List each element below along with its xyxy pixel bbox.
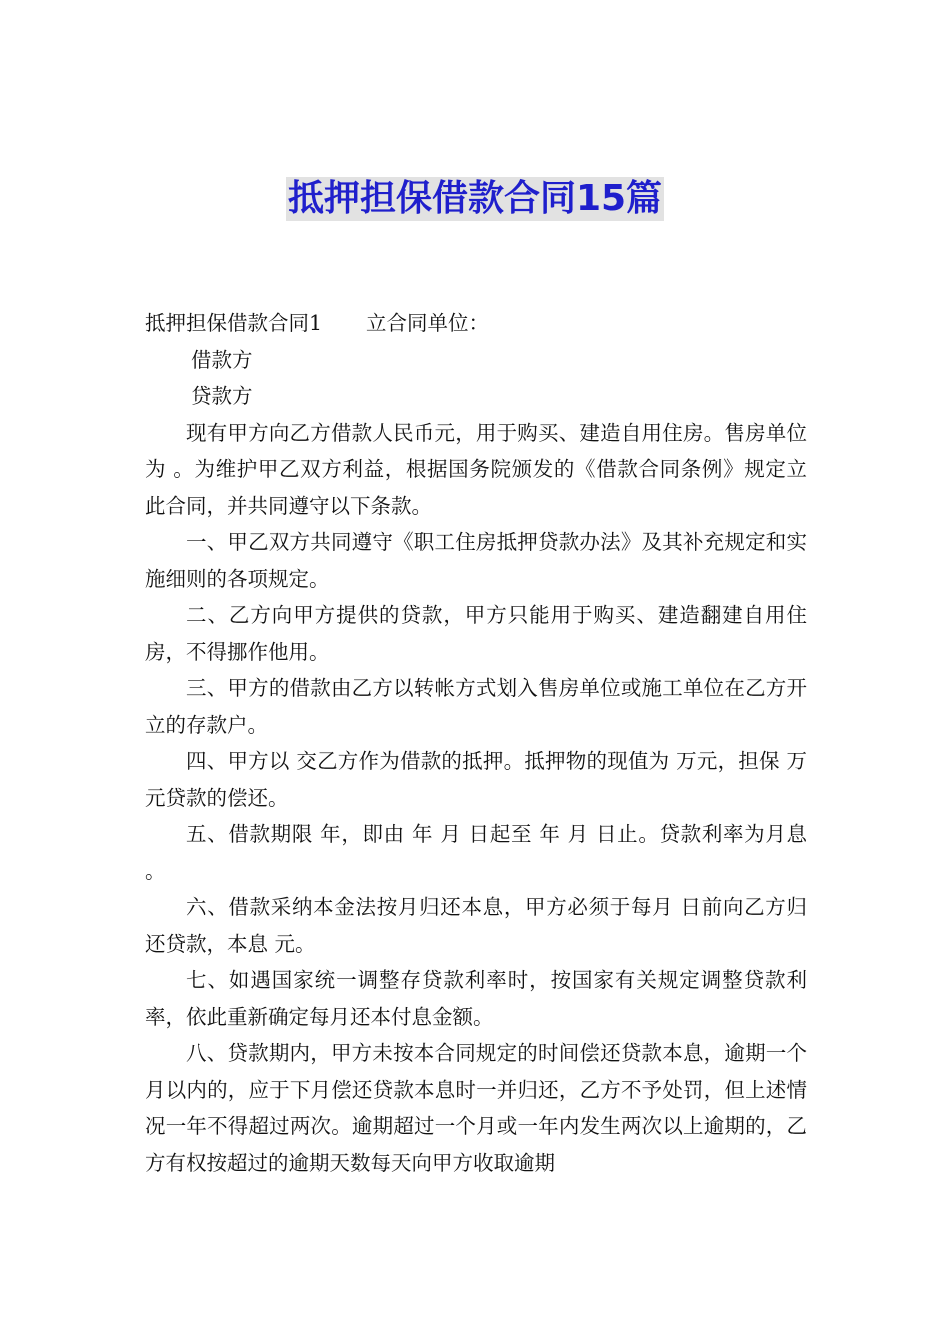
paragraph-clause-2: 二、乙方向甲方提供的贷款，甲方只能用于购买、建造翻建自用住房，不得挪作他用。 (145, 603, 807, 664)
lender-label: 贷款方 (191, 384, 253, 408)
paragraph-clause-7: 七、如遇国家统一调整存贷款利率时，按国家有关规定调整贷款利率，依此重新确定每月还本付息金额。 (145, 968, 807, 1029)
paragraph-clause-1: 一、甲乙双方共同遵守《职工住房抵押贷款办法》及其补充规定和实施细则的各项规定。 (145, 530, 807, 591)
parties-label: 立合同单位： (366, 311, 490, 335)
document-title: 抵押担保借款合同15篇 (287, 178, 663, 219)
borrower-label: 借款方 (191, 347, 253, 372)
section-heading: 抵押担保借款合同1 (145, 311, 323, 335)
contract-header-line (145, 305, 807, 342)
paragraph-intro: 现有甲方向乙方借款人民币元，用于购买、建造自用住房。售房单位为 。为维护甲乙双方利益，根据国务院颁发的《借款合同条例》规定立此合同，并共同遵守以下条款。 (145, 420, 807, 518)
paragraph-clause-8: 八、贷款期内，甲方未按本合同规定的时间偿还贷款本息，逾期一个月以内的，应于下月偿还贷款本息时一并归还，乙方不予处罚，但上述情况一年不得超过两次。逾期超过一个月或一年内发生两次以上逾期的，乙方有权按超过的逾期天数每天向甲方收取逾期 (145, 1041, 807, 1175)
paragraph-clause-3: 三、甲方的借款由乙方以转帐方式划入售房单位或施工单位在乙方开立的存款户。 (145, 676, 807, 737)
document-body (145, 305, 807, 1181)
paragraph-clause-6: 六、借款采纳本金法按月归还本息，甲方必须于每月 日前向乙方归还贷款，本息 元。 (145, 895, 807, 956)
paragraph-clause-4: 四、甲方以 交乙方作为借款的抵押。抵押物的现值为 万元，担保 万元贷款的偿还。 (145, 749, 807, 810)
title-container (0, 177, 950, 221)
paragraph-clause-5: 五、借款期限 年，即由 年 月 日起至 年 月 日止。贷款利率为月息 。 (145, 822, 807, 883)
